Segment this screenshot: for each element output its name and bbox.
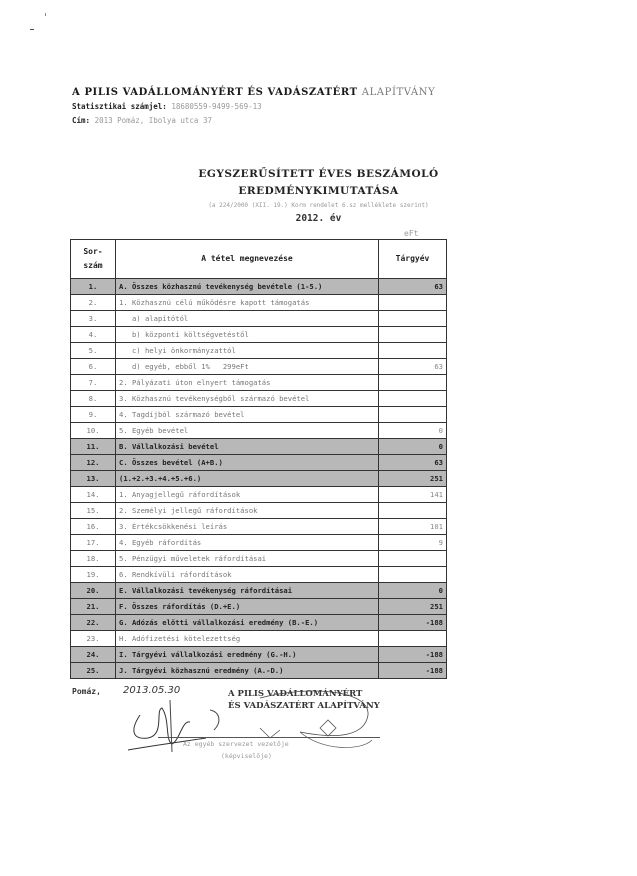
row-number: 18. [71, 551, 116, 567]
table-row [71, 631, 447, 647]
signature-date: 2013.05.30 [123, 685, 181, 696]
organization-name-light: ALAPÍTVÁNY [361, 87, 436, 98]
row-item-name: c) helyi önkormányzattól [116, 343, 379, 359]
table-row [71, 295, 447, 311]
row-item-name: 6. Rendkívüli ráfordítások [116, 567, 379, 583]
address-label: Cím: [72, 116, 91, 125]
row-item-name: E. Vállalkozási tevékenység ráfordításai [116, 583, 379, 599]
table-row [71, 583, 447, 599]
row-value [379, 295, 447, 311]
row-value: 251 [379, 599, 447, 615]
table-row [71, 423, 447, 439]
row-number: 11. [71, 439, 116, 455]
address [72, 116, 212, 125]
regulation-reference: (a 224/2000 (XII. 19.) Korm rendelet 6.sz melléklete szerint) [208, 202, 429, 209]
row-value [379, 311, 447, 327]
row-item-name: F. Összes ráfordítás (D.+E.) [116, 599, 379, 615]
stamp-line2: ÉS VADÁSZATÉRT ALAPÍTVÁNY [228, 701, 380, 711]
row-value: 63 [379, 359, 447, 375]
header-serial-number [71, 240, 116, 279]
row-item-name: A. Összes közhasznú tevékenység bevétele (1-5.) [116, 279, 379, 295]
table-row [71, 439, 447, 455]
table-row [71, 391, 447, 407]
signer-title-representative: (képviselője) [221, 752, 272, 760]
table-row [71, 471, 447, 487]
statistical-number-value: 18680559-9499-569-13 [171, 102, 262, 111]
row-value: 0 [379, 423, 447, 439]
row-number: 5. [71, 343, 116, 359]
address-value: 2013 Pomáz, Ibolya utca 37 [94, 116, 212, 125]
row-item-name: b) központi költségvetéstől [116, 327, 379, 343]
table-row [71, 663, 447, 679]
row-number: 2. [71, 295, 116, 311]
row-item-name: C. Összes bevétel (A+B.) [116, 455, 379, 471]
row-value: 251 [379, 471, 447, 487]
row-number: 22. [71, 615, 116, 631]
row-number: 17. [71, 535, 116, 551]
table-row [71, 599, 447, 615]
row-number: 25. [71, 663, 116, 679]
row-value [379, 551, 447, 567]
row-value [379, 375, 447, 391]
row-number: 1. [71, 279, 116, 295]
row-value: 63 [379, 455, 447, 471]
statistical-number [72, 102, 262, 111]
table-row [71, 535, 447, 551]
row-number: 20. [71, 583, 116, 599]
row-number: 16. [71, 519, 116, 535]
header-serial-line1: Sor- [83, 247, 103, 256]
row-item-name: d) egyéb, ebből 1% 299eFt [116, 359, 379, 375]
table-row [71, 407, 447, 423]
row-item-name: (1.+2.+3.+4.+5.+6.) [116, 471, 379, 487]
table-row [71, 311, 447, 327]
row-number: 7. [71, 375, 116, 391]
row-number: 4. [71, 327, 116, 343]
table-row [71, 551, 447, 567]
currency-unit: eFt [404, 229, 419, 238]
organization-name [72, 87, 435, 98]
row-item-name: 5. Egyéb bevétel [116, 423, 379, 439]
scan-mark-2 [45, 13, 46, 16]
income-statement-table [70, 239, 447, 679]
row-number: 9. [71, 407, 116, 423]
row-number: 21. [71, 599, 116, 615]
row-number: 8. [71, 391, 116, 407]
row-item-name: 5. Pénzügyi műveletek ráfordításai [116, 551, 379, 567]
organization-name-bold: A PILIS VADÁLLOMÁNYÉRT ÉS VADÁSZATÉRT [72, 87, 358, 98]
row-value [379, 631, 447, 647]
table-row [71, 455, 447, 471]
row-value: -188 [379, 647, 447, 663]
row-item-name: 2. Pályázati úton elnyert támogatás [116, 375, 379, 391]
header-current-year: Tárgyév [379, 240, 447, 279]
scan-mark-1 [30, 29, 34, 30]
table-row [71, 327, 447, 343]
statistical-number-label: Statisztikai számjel: [72, 102, 167, 111]
table-row [71, 343, 447, 359]
report-year: 2012. év [295, 213, 342, 224]
table-row [71, 519, 447, 535]
row-value: 0 [379, 583, 447, 599]
row-item-name: H. Adófizetési kötelezettség [116, 631, 379, 647]
table-row [71, 647, 447, 663]
table-row [71, 503, 447, 519]
table-row [71, 567, 447, 583]
row-value [379, 567, 447, 583]
row-item-name: J. Tárgyévi közhasznú eredmény (A.-D.) [116, 663, 379, 679]
table-row [71, 359, 447, 375]
row-item-name: 2. Személyi jellegű ráfordítások [116, 503, 379, 519]
signature-place: Pomáz, [72, 687, 101, 696]
table-header-row [71, 240, 447, 279]
row-number: 10. [71, 423, 116, 439]
signer-title: Az egyéb szervezet vezetője [183, 740, 289, 748]
row-item-name: a) alapítótól [116, 311, 379, 327]
row-number: 19. [71, 567, 116, 583]
header-item-name: A tétel megnevezése [116, 240, 379, 279]
row-number: 14. [71, 487, 116, 503]
table-row [71, 375, 447, 391]
row-number: 15. [71, 503, 116, 519]
row-number: 6. [71, 359, 116, 375]
row-value: 101 [379, 519, 447, 535]
report-subtitle-main: EREDMÉNYKIMUTATÁSA [238, 185, 399, 197]
row-value: 63 [379, 279, 447, 295]
row-number: 12. [71, 455, 116, 471]
row-item-name: 3. Közhasznú tevékenységből származó bevétel [116, 391, 379, 407]
header-serial-line2: szám [83, 261, 103, 270]
row-value [379, 503, 447, 519]
table-row [71, 487, 447, 503]
stamp-line1: A PILIS VADÁLLOMÁNYÉRT [228, 689, 363, 699]
row-value [379, 391, 447, 407]
row-item-name: 4. Tagdíjból származó bevétel [116, 407, 379, 423]
row-value: 9 [379, 535, 447, 551]
row-value [379, 343, 447, 359]
row-value: 0 [379, 439, 447, 455]
row-value: -188 [379, 615, 447, 631]
row-item-name: 1. Közhasznú célú működésre kapott támogatás [116, 295, 379, 311]
table-row [71, 615, 447, 631]
row-number: 24. [71, 647, 116, 663]
row-number: 13. [71, 471, 116, 487]
row-item-name: I. Tárgyévi vállalkozási eredmény (G.-H.) [116, 647, 379, 663]
report-title: EGYSZERŰSÍTETT ÉVES BESZÁMOLÓ [198, 168, 439, 180]
row-item-name: 3. Értékcsökkenési leírás [116, 519, 379, 535]
row-item-name: B. Vállalkozási bevétel [116, 439, 379, 455]
row-item-name: 4. Egyéb ráfordítás [116, 535, 379, 551]
row-value: 141 [379, 487, 447, 503]
row-value [379, 407, 447, 423]
row-number: 23. [71, 631, 116, 647]
row-number: 3. [71, 311, 116, 327]
row-value: -188 [379, 663, 447, 679]
row-item-name: 1. Anyagjellegű ráfordítások [116, 487, 379, 503]
row-value [379, 327, 447, 343]
table-row [71, 279, 447, 295]
row-item-name: G. Adózás előtti vállalkozási eredmény (B.-E.) [116, 615, 379, 631]
signature-line [158, 737, 380, 738]
